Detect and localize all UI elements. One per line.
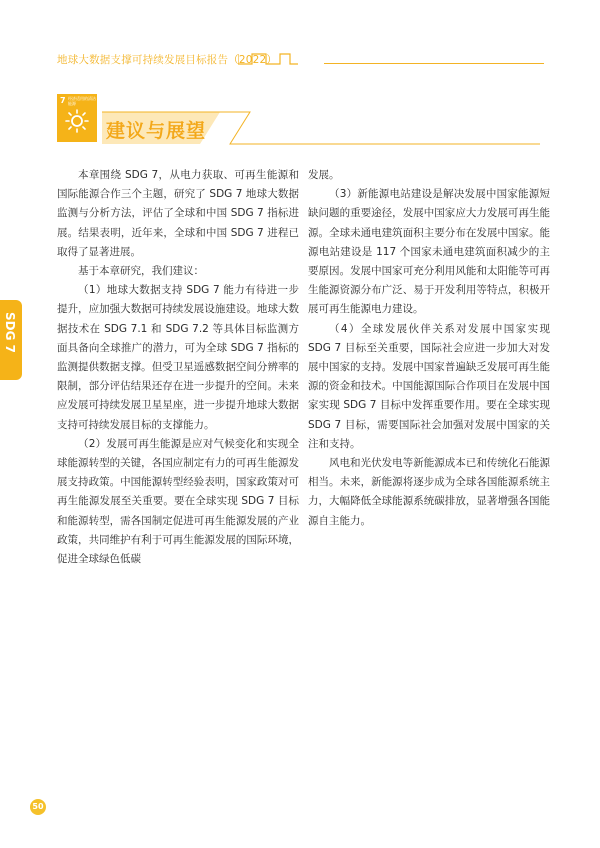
paragraph: 风电和光伏发电等新能源成本已和传统化石能源相当。未来，新能源将逐步成为全球各国能源系统主力，大幅降低全球能源系统碳排放，显著增强各国能源自主能力。 bbox=[308, 457, 550, 527]
paragraph: 发展。 bbox=[308, 169, 340, 181]
running-header: 地球大数据支撑可持续发展目标报告（2022） bbox=[57, 54, 278, 66]
paragraph: 基于本章研究，我们建议： bbox=[78, 265, 204, 278]
paragraph: （3）新能源电站建设是解决发展中国家能源短缺问题的重要途径，发展中国家应大力发展可再生能源。全球未通电建筑面积主要分布在发展中国家。能源电站建设是 117 个国家未通电建筑面积减少的主要原因。发展中国家可充分利用风能和太阳能等可再生能源资源分布广泛、易于开发利用等特点，积极开展可再生能源电力建设。 bbox=[308, 188, 550, 316]
right-column bbox=[308, 166, 550, 531]
paragraph: （2）发展可再生能源是应对气候变化和实现全球能源转型的关键，各国应制定有力的可再生能源发展支持政策。中国能源转型经验表明，国家政策对可再生能源发展至关重要。要在全球实现 SDG 7 目标和能源转型，需各国制定促进可再生能源发展的产业政策，共同维护有利于可再生能源发展的国际环境，促进全球绿色低碳 bbox=[57, 437, 299, 566]
paragraph: 本章围绕 SDG 7，从电力获取、可再生能源和国际能源合作三个主题，研究了 SDG 7 地球大数据监测与分析方法，评估了全球和中国 SDG 7 指标进展。结果表明，近年来，全球和中国 SDG 7 进程已取得了显著进展。 bbox=[57, 169, 299, 258]
badge-number: 7 bbox=[60, 96, 66, 105]
side-tab-label: SDG 7 bbox=[3, 312, 17, 353]
page-number: 50 bbox=[30, 799, 46, 815]
header-decoration bbox=[238, 51, 328, 67]
paragraph: （4）全球发展伙伴关系对发展中国家实现 SDG 7 目标至关重要，国际社会应进一步加大对发展中国家的支持。发展中国家普遍缺乏发展可再生能源的资金和技术。中国能源国际合作项目在发展中国家实现 SDG 7 目标中发挥重要作用。要在全球实现 SDG 7 目标，需要国际社会加强对发展中国家的关注和支持。 bbox=[308, 322, 550, 450]
sdg7-badge bbox=[57, 94, 97, 142]
badge-caption: 经济适用的清洁能源 bbox=[68, 96, 96, 106]
sun-icon bbox=[65, 109, 89, 133]
left-column bbox=[57, 166, 299, 569]
paragraph: （1）地球大数据支持 SDG 7 能力有待进一步提升，应加强大数据可持续发展设施建设。地球大数据技术在 SDG 7.1 和 SDG 7.2 等具体目标监测方面具备向全球推广的潜力，可为全球 SDG 7 指标的监测提供数据支撑。但受卫星遥感数据空间分辨率的限制，部分评估结果还存在进一步提升的空间。未来应发展可持续发展卫星星座，进一步提升地球大数据支持可持续发展目标的支撑能力。 bbox=[57, 284, 299, 431]
sdg-side-tab bbox=[0, 300, 22, 380]
header-rule bbox=[324, 63, 544, 64]
section-title: 建议与展望 bbox=[106, 120, 207, 142]
